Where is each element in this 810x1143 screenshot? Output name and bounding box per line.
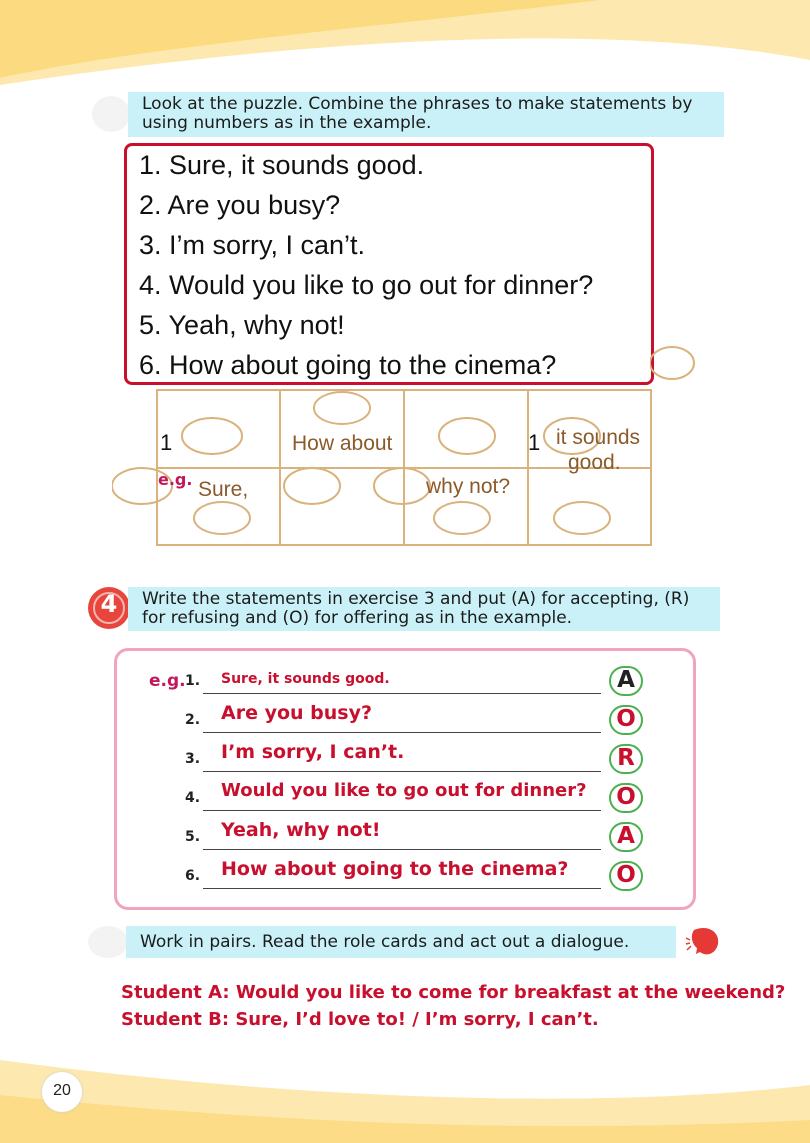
answer-row xyxy=(117,778,699,812)
dialogue-line-a: Student A: Would you like to come for breakfast at the weekend? xyxy=(121,982,786,1003)
answer-badge: O xyxy=(609,783,643,813)
answer-row xyxy=(117,856,699,890)
puzzle-number-left: 1 xyxy=(160,430,173,455)
phrase-item: 1. Sure, it sounds good. xyxy=(139,150,425,180)
answer-text: Sure, it sounds good. xyxy=(221,671,390,687)
answer-badge: A xyxy=(609,666,643,696)
puzzle-eg-label: e.g. xyxy=(158,470,193,489)
exercise-3-number-blob xyxy=(92,96,130,132)
answer-badge: O xyxy=(609,705,643,735)
answer-badge: A xyxy=(609,822,643,852)
answer-line xyxy=(203,732,601,733)
answer-number: 3. xyxy=(185,751,201,767)
puzzle-piece-text: Sure, xyxy=(198,478,249,501)
answer-number: 4. xyxy=(185,790,201,806)
phrase-list-box xyxy=(124,143,654,385)
puzzle-tab-decoration xyxy=(650,345,698,381)
answer-number: 2. xyxy=(185,712,201,728)
answer-line xyxy=(203,693,601,694)
phrase-item: 5. Yeah, why not! xyxy=(139,310,345,340)
phrase-item: 3. I’m sorry, I can’t. xyxy=(139,230,366,260)
answer-row xyxy=(117,739,699,773)
puzzle-piece-text: it sounds xyxy=(556,426,641,449)
answer-text: I’m sorry, I can’t. xyxy=(221,741,405,763)
answer-row xyxy=(117,700,699,734)
dialogue-line-b: Student B: Sure, I’d love to! / I’m sorry, I can’t. xyxy=(121,1009,599,1030)
answers-box xyxy=(114,648,696,910)
exercise-5-number-blob xyxy=(88,926,128,958)
answer-text: Would you like to go out for dinner? xyxy=(221,780,587,801)
page-number: 20 xyxy=(53,1082,71,1099)
exercise-4-number: 4 xyxy=(100,590,118,618)
puzzle-piece-text: why not? xyxy=(426,475,511,498)
answer-row xyxy=(117,817,699,851)
exercise-5-instruction: Work in pairs. Read the role cards and act out a dialogue. xyxy=(126,926,676,958)
exercise-3-instruction: Look at the puzzle. Combine the phrases to make statements by using numbers as in the example. xyxy=(128,92,724,137)
answer-number: 5. xyxy=(185,829,201,845)
answer-row xyxy=(117,661,699,695)
answer-badge: O xyxy=(609,861,643,891)
answer-badge: R xyxy=(609,744,643,774)
phrase-item: 2. Are you busy? xyxy=(139,190,341,220)
puzzle-piece-text: good. xyxy=(568,451,621,474)
answer-line xyxy=(203,849,601,850)
answer-line xyxy=(203,771,601,772)
phrase-item: 4. Would you like to go out for dinner? xyxy=(139,270,594,300)
exercise-4-instruction: Write the statements in exercise 3 and put (A) for accepting, (R) for refusing and (O) for offering as in the example. xyxy=(128,587,720,631)
answer-line xyxy=(203,810,601,811)
speaking-icon xyxy=(684,924,722,958)
answer-line xyxy=(203,888,601,889)
answer-text: Yeah, why not! xyxy=(221,819,381,841)
answer-text: Are you busy? xyxy=(221,702,372,724)
puzzle-piece-text: How about xyxy=(292,432,393,455)
answer-number: 6. xyxy=(185,868,201,884)
answer-text: How about going to the cinema? xyxy=(221,858,569,880)
answer-number: 1. xyxy=(185,673,201,689)
puzzle-number-right: 1 xyxy=(528,430,541,455)
answer-eg-label: e.g. xyxy=(149,671,186,691)
phrase-item: 6. How about going to the cinema? xyxy=(139,350,557,380)
